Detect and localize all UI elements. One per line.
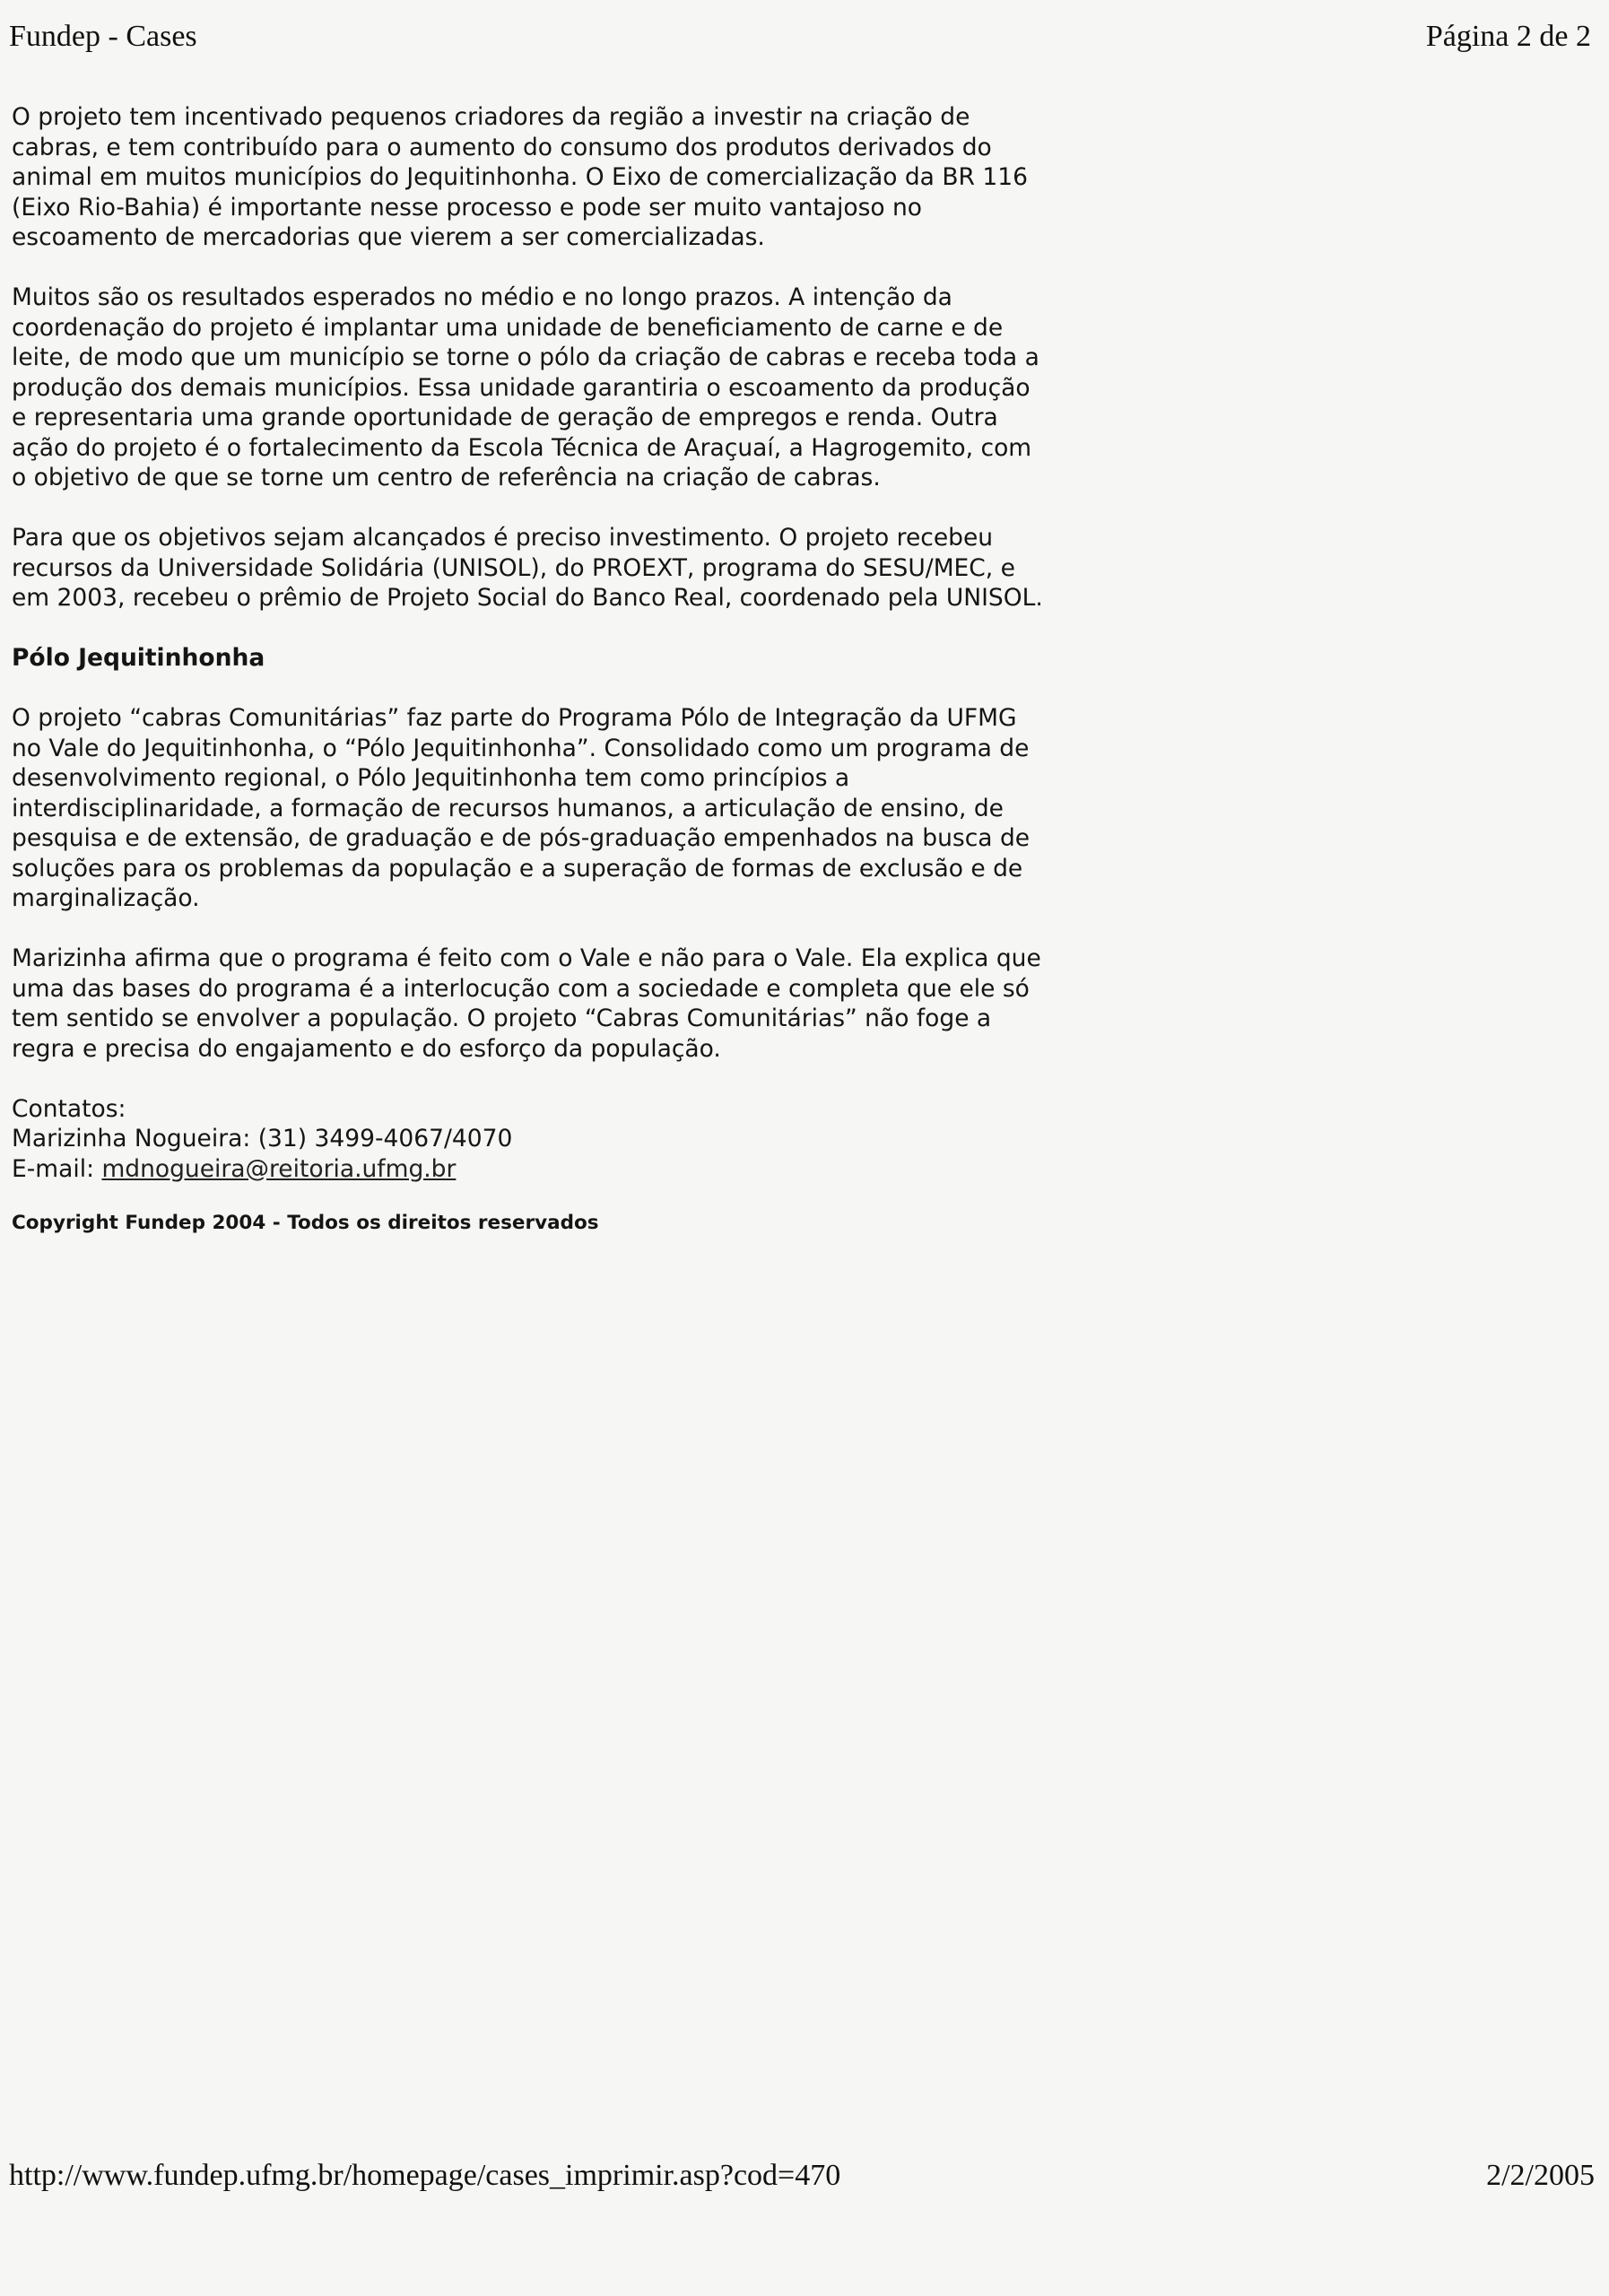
copyright-notice: Copyright Fundep 2004 - Todos os direitos reservados (12, 1212, 599, 1234)
paragraph: O projeto tem incentivado pequenos criadores da região a investir na criação de cabras, e tem contribuído para o aumento do consumo dos produtos derivados do animal em muitos municípios do Jequitinhonha. O Eixo de comercialização da BR 116 (Eixo Rio-Bahia) é importante nesse processo e pode ser muito vantajoso no escoamento de mercadorias que vierem a ser comercializadas. (12, 103, 1028, 251)
email-link[interactable]: mdnogueira@reitoria.ufmg.br (101, 1154, 457, 1183)
paragraph: Para que os objetivos sejam alcançados é preciso investimento. O projeto recebeu recursos da Universidade Solidária (UNISOL), do PROEXT, programa do SESU/MEC, e em 2003, recebeu o prêmio de Projeto Social do Banco Real, coordenado pela UNISOL. (12, 524, 1043, 612)
page-header-title: Fundep - Cases (9, 20, 197, 53)
contact-email-line (12, 1154, 1052, 1185)
paragraph: Marizinha afirma que o programa é feito com o Vale e não para o Vale. Ela explica que uma das bases do programa é a interlocução com a sociedade e completa que ele só tem sentido se envolver a população. O projeto “Cabras Comunitárias” não foge a regra e precisa do engajamento e do esforço da população. (12, 944, 1041, 1063)
paragraph: Muitos são os resultados esperados no médio e no longo prazos. A intenção da coordenação do projeto é implantar uma unidade de beneficiamento de carne e de leite, de modo que um município se torne o pólo da criação de cabras e receba toda a produção dos demais municípios. Essa unidade garantiria o escoamento da produção e representaria uma grande oportunidade de geração de empregos e renda. Outra ação do projeto é o fortalecimento da Escola Técnica de Araçuaí, a Hagrogemito, com o objetivo de que se torne um centro de referência na criação de cabras. (12, 283, 1039, 491)
section-heading: Pólo Jequitinhonha (12, 644, 265, 672)
footer-url: http://www.fundep.ufmg.br/homepage/cases_imprimir.asp?cod=470 (9, 2159, 841, 2192)
contacts-block (12, 1094, 1052, 1185)
email-label: E-mail: (12, 1154, 102, 1183)
footer-date: 2/2/2005 (1486, 2159, 1595, 2192)
contact-phone: Marizinha Nogueira: (31) 3499-4067/4070 (12, 1125, 513, 1152)
article-body (12, 102, 1052, 1236)
contacts-label: Contatos: (12, 1094, 126, 1123)
page-number: Página 2 de 2 (1425, 20, 1591, 53)
paragraph: O projeto “cabras Comunitárias” faz parte do Programa Pólo de Integração da UFMG no Vale do Jequitinhonha, o “Pólo Jequitinhonha”. Consolidado como um programa de desenvolvimento regional, o Pólo Jequitinhonha tem como princípios a interdisciplinaridade, a formação de recursos humanos, a articulação de ensino, de pesquisa e de extensão, de graduação e de pós-graduação empenhados na busca de soluções para os problemas da população e a superação de formas de exclusão e de marginalização. (12, 704, 1031, 912)
